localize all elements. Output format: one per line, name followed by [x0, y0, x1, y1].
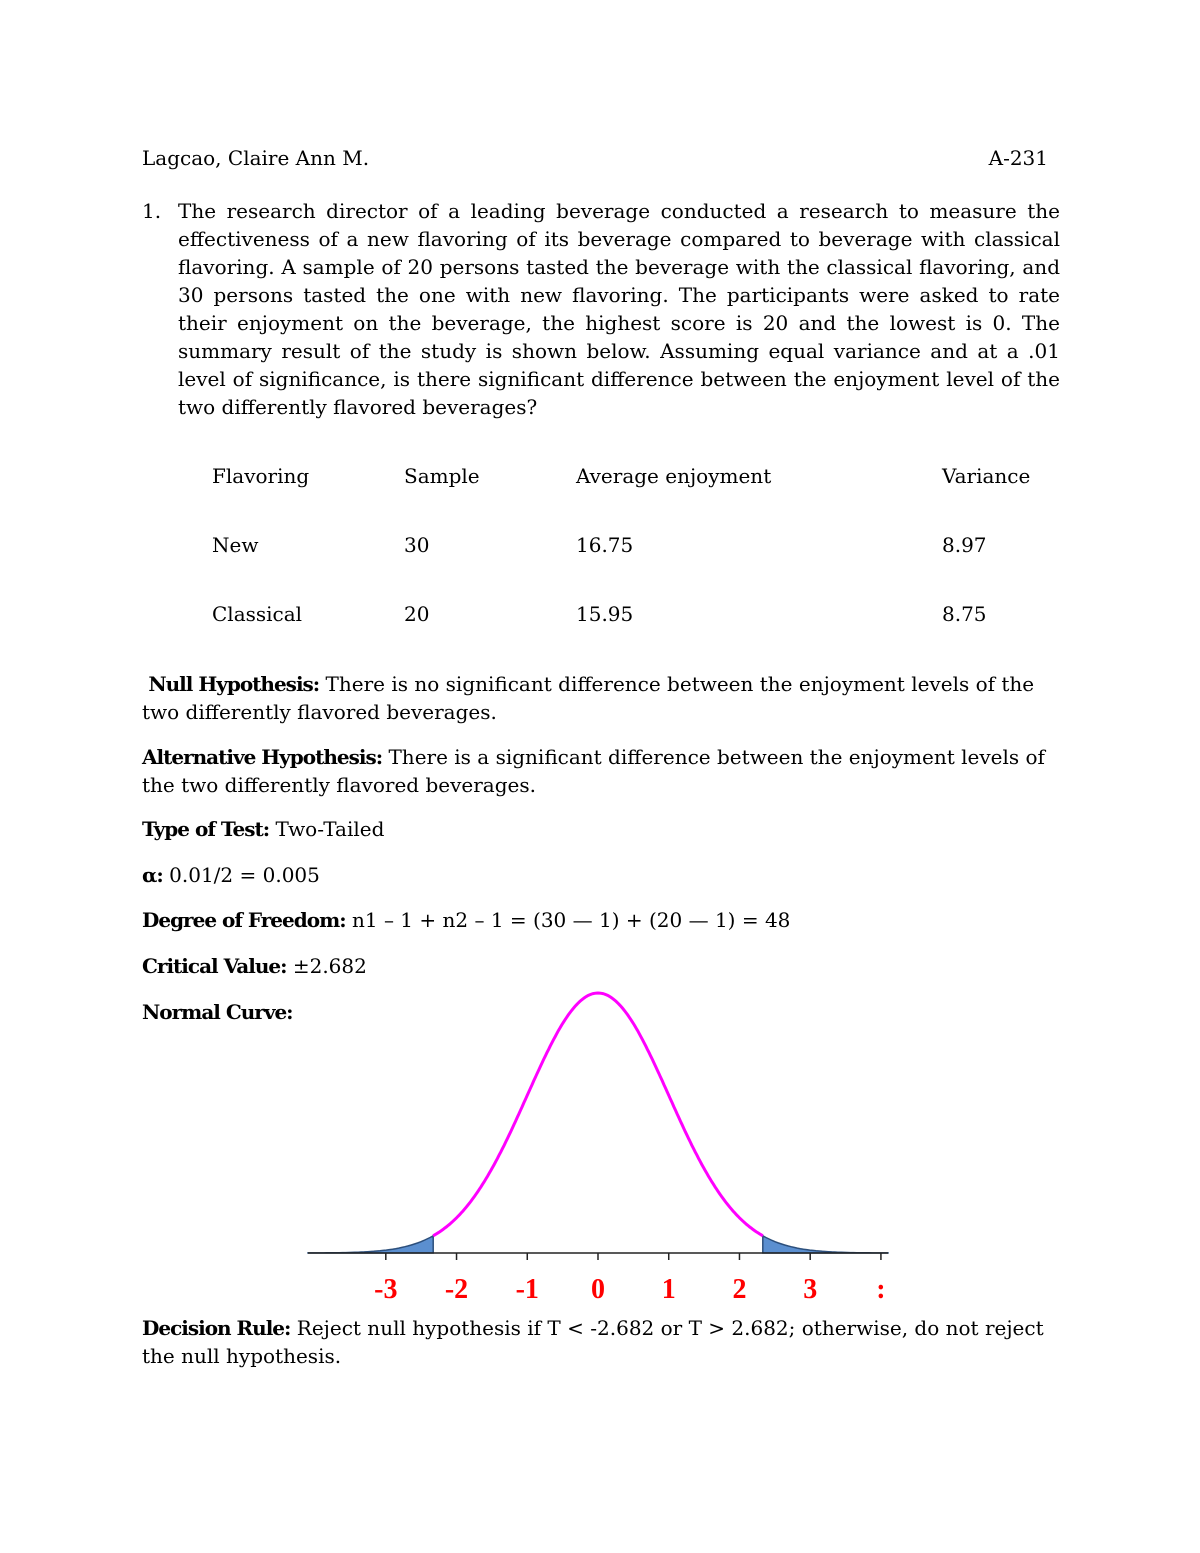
alternative-hypothesis: [142, 743, 1062, 799]
table-row: [212, 602, 1062, 671]
alternative-hypothesis-text: There is a significant difference between the enjoyment levels of the two differently flavored beverages.: [142, 745, 1045, 797]
type-of-test-text: Two-Tailed: [275, 817, 385, 841]
critical-value: [142, 952, 1062, 980]
table-cell: 20: [404, 602, 430, 626]
degree-of-freedom-text: n1 – 1 + n2 – 1 = (30 — 1) + (20 — 1) = 48: [351, 908, 791, 932]
density-curve: [433, 993, 763, 1236]
table-header-cell: Sample: [404, 464, 480, 488]
critical-value-text: ±2.682: [292, 954, 367, 978]
x-tick-label: :: [876, 1274, 886, 1305]
critical-value-label: Critical Value:: [142, 954, 287, 978]
table-cell: 30: [404, 533, 430, 557]
table-cell: New: [212, 533, 259, 557]
table-cell: Classical: [212, 602, 303, 626]
table-row: [212, 533, 1062, 602]
type-of-test-label: Type of Test:: [142, 817, 270, 841]
null-hypothesis: [142, 670, 1062, 726]
left-tail-region: [308, 1236, 433, 1253]
question-number: 1.: [142, 199, 162, 223]
x-tick-label: -1: [515, 1274, 539, 1305]
table-cell: 15.95: [576, 602, 634, 626]
decision-rule-text: Reject null hypothesis if T < -2.682 or T > 2.682; otherwise, do not reject the null hypothesis.: [142, 1316, 1044, 1368]
alpha-label: α:: [142, 863, 163, 887]
x-tick-label: 2: [732, 1274, 747, 1305]
student-name: Lagcao, Claire Ann M.: [142, 146, 370, 170]
degree-of-freedom-label: Degree of Freedom:: [142, 908, 346, 932]
x-tick-label: -2: [444, 1274, 469, 1305]
table-header-cell: Flavoring: [212, 464, 310, 488]
x-tick-label: 3: [803, 1274, 818, 1305]
null-hypothesis-text: There is no significant difference between the enjoyment levels of the two differently flavored beverages.: [142, 672, 1035, 724]
x-tick-label: 1: [661, 1274, 676, 1305]
table-header-cell: Variance: [942, 464, 1031, 488]
null-hypothesis-label: Null Hypothesis:: [148, 672, 320, 696]
right-tail-region: [763, 1236, 888, 1253]
summary-table: [212, 464, 1062, 671]
decision-rule-label: Decision Rule:: [142, 1316, 291, 1340]
type-of-test: [142, 815, 1062, 843]
table-cell: 8.97: [942, 533, 987, 557]
question-text: The research director of a leading beverage conducted a research to measure the effectiveness of a new flavoring of its beverage compared to beverage with classical flavoring. A sample of 20 persons tasted the beverage with the classical flavoring, and 30 persons tasted the one with new flavoring. The participants were asked to rate their enjoyment on the beverage, the highest score is 20 and the lowest is 0. The summary result of the study is shown below. Assuming equal variance and at a .01 level of significance, is there significant difference between the enjoyment level of the two differently flavored beverages?: [178, 199, 1060, 419]
x-tick-label: 0: [591, 1274, 605, 1305]
degree-of-freedom: [142, 906, 1062, 934]
table-cell: 8.75: [942, 602, 987, 626]
table-header-cell: Average enjoyment: [576, 464, 772, 488]
table-header-row: [212, 464, 1062, 533]
table-cell: 16.75: [576, 533, 634, 557]
x-tick-label: -3: [374, 1274, 398, 1305]
alpha: [142, 861, 1062, 889]
decision-rule: [142, 1314, 1062, 1370]
alpha-text: 0.01/2 = 0.005: [169, 863, 320, 887]
alternative-hypothesis-label: Alternative Hypothesis:: [142, 745, 383, 769]
section-id: A-231: [988, 146, 1048, 170]
normal-curve-label: Normal Curve:: [142, 1000, 293, 1024]
normal-curve-chart: [300, 985, 900, 1305]
